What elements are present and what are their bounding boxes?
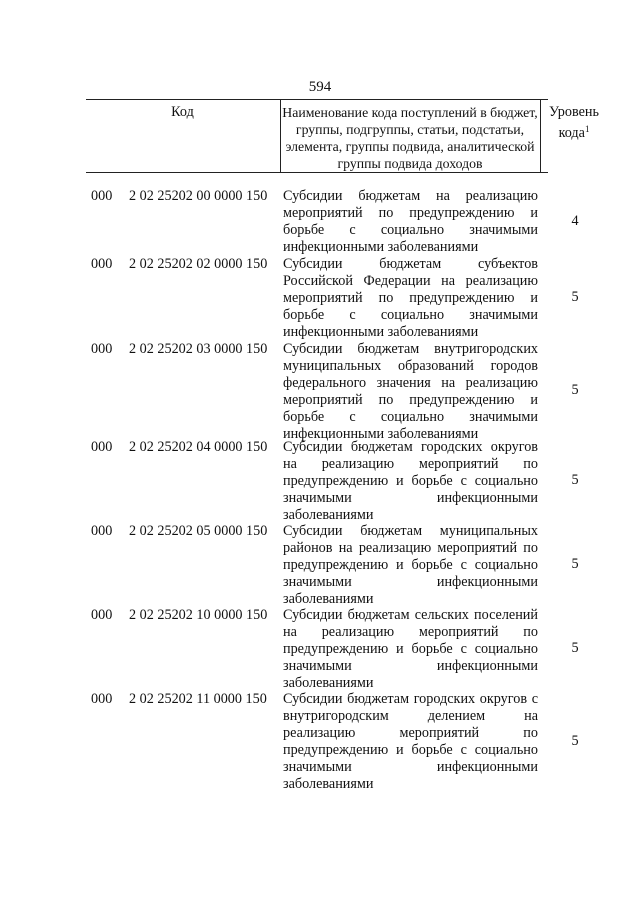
row-level: 5 bbox=[571, 556, 579, 572]
row-description: Субсидии бюджетам городских округов с внутригородским делением на реализацию мероприятий по предупреждению и борьбе с социально значимыми инфекционными заболеваниями bbox=[283, 691, 538, 792]
page-number: 594 bbox=[308, 79, 332, 95]
row-prefix: 000 bbox=[91, 341, 113, 357]
row-code: 2 02 25202 05 0000 150 bbox=[129, 523, 268, 539]
header-name: Наименование кода поступлений в бюджет, группы, подгруппы, статьи, подстатьи, элемента, группы подвида, аналитической группы подвида доходов bbox=[282, 105, 538, 171]
row-description: Субсидии бюджетам внутригородских муниципальных образований городов федерального значения на реализацию мероприятий по предупреждению и борьбе с социально значимыми инфекционными заболеваниями bbox=[283, 341, 538, 442]
row-level: 5 bbox=[571, 289, 579, 305]
header-level-footnote: 1 bbox=[584, 124, 590, 134]
row-code: 2 02 25202 02 0000 150 bbox=[129, 256, 268, 272]
header-level bbox=[541, 104, 607, 142]
row-prefix: 000 bbox=[91, 607, 113, 623]
row-description: Субсидии бюджетам муниципальных районов на реализацию мероприятий по предупреждению и борьбе с социально значимыми инфекционными заболеваниями bbox=[283, 523, 538, 607]
row-prefix: 000 bbox=[91, 256, 113, 272]
row-level: 4 bbox=[571, 213, 579, 229]
row-prefix: 000 bbox=[91, 439, 113, 455]
row-description: Субсидии бюджетам городских округов на реализацию мероприятий по предупреждению и борьбе с социально значимыми инфекционными заболеваниями bbox=[283, 439, 538, 523]
row-level: 5 bbox=[571, 733, 579, 749]
row-prefix: 000 bbox=[91, 691, 113, 707]
row-description: Субсидии бюджетам на реализацию мероприятий по предупреждению и борьбе с социально значимыми инфекционными заболеваниями bbox=[283, 188, 538, 255]
row-level: 5 bbox=[571, 382, 579, 398]
header-code: Код bbox=[171, 104, 194, 120]
table-header bbox=[86, 99, 599, 173]
row-level: 5 bbox=[571, 640, 579, 656]
row-level: 5 bbox=[571, 472, 579, 488]
row-code: 2 02 25202 11 0000 150 bbox=[129, 691, 267, 707]
row-code: 2 02 25202 04 0000 150 bbox=[129, 439, 268, 455]
row-code: 2 02 25202 03 0000 150 bbox=[129, 341, 268, 357]
row-code: 2 02 25202 10 0000 150 bbox=[129, 607, 268, 623]
row-description: Субсидии бюджетам субъектов Российской Федерации на реализацию мероприятий по предупреждению и борьбе с социально значимыми инфекционными заболеваниями bbox=[283, 256, 538, 340]
column-divider bbox=[280, 100, 281, 172]
header-level-label: Уровень кода bbox=[549, 104, 599, 141]
row-prefix: 000 bbox=[91, 523, 113, 539]
row-description: Субсидии бюджетам сельских поселений на реализацию мероприятий по предупреждению и борьбе с социально значимыми инфекционными заболеваниями bbox=[283, 607, 538, 691]
row-prefix: 000 bbox=[91, 188, 113, 204]
row-code: 2 02 25202 00 0000 150 bbox=[129, 188, 268, 204]
